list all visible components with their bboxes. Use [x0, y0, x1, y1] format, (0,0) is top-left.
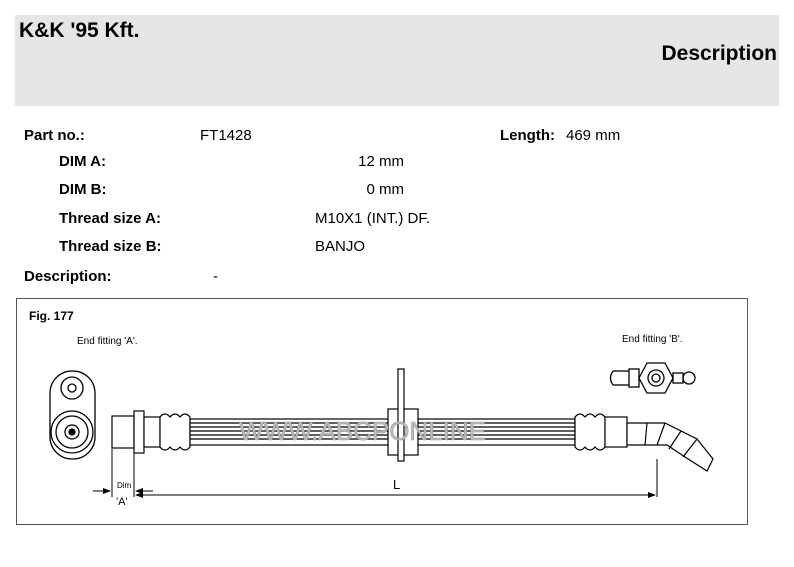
description-value: -	[213, 268, 218, 285]
dim-b-value: 0 mm	[366, 181, 404, 198]
technical-drawing	[16, 298, 748, 525]
dim-a-marker: 'A'	[116, 496, 128, 508]
company-name: K&K '95 Kft.	[19, 19, 140, 42]
dimension-lines	[93, 449, 657, 497]
description-label: Description:	[24, 268, 112, 285]
watermark-text: WWW.ABCPONLINE	[239, 416, 487, 446]
dim-a-value: 12 mm	[358, 153, 404, 170]
end-fitting-a-drawing	[50, 371, 95, 459]
dim-a-label: DIM A:	[59, 153, 106, 170]
thread-size-a-value: M10X1 (INT.) DF.	[315, 210, 431, 227]
part-no-value: FT1428	[200, 127, 252, 144]
brake-hose-diagram	[17, 299, 747, 524]
end-fitting-b-drawing	[611, 363, 696, 393]
end-fitting-b-label: End fitting 'B'.	[622, 334, 683, 345]
thread-size-b-value: BANJO	[315, 238, 366, 255]
length-value: 469 mm	[566, 127, 621, 144]
length-marker: L	[393, 477, 401, 492]
dim-label: Dim	[117, 481, 132, 490]
thread-size-b-label: Thread size B:	[59, 238, 162, 255]
end-fitting-a-label: End fitting 'A'.	[77, 336, 138, 347]
page-title: Description	[661, 42, 777, 65]
thread-size-a-label: Thread size A:	[59, 210, 161, 227]
dim-b-label: DIM B:	[59, 181, 107, 198]
length-label: Length:	[500, 127, 555, 144]
header-bar	[15, 15, 779, 106]
part-no-label: Part no.:	[24, 127, 85, 144]
figure-label: Fig. 177	[29, 309, 74, 323]
